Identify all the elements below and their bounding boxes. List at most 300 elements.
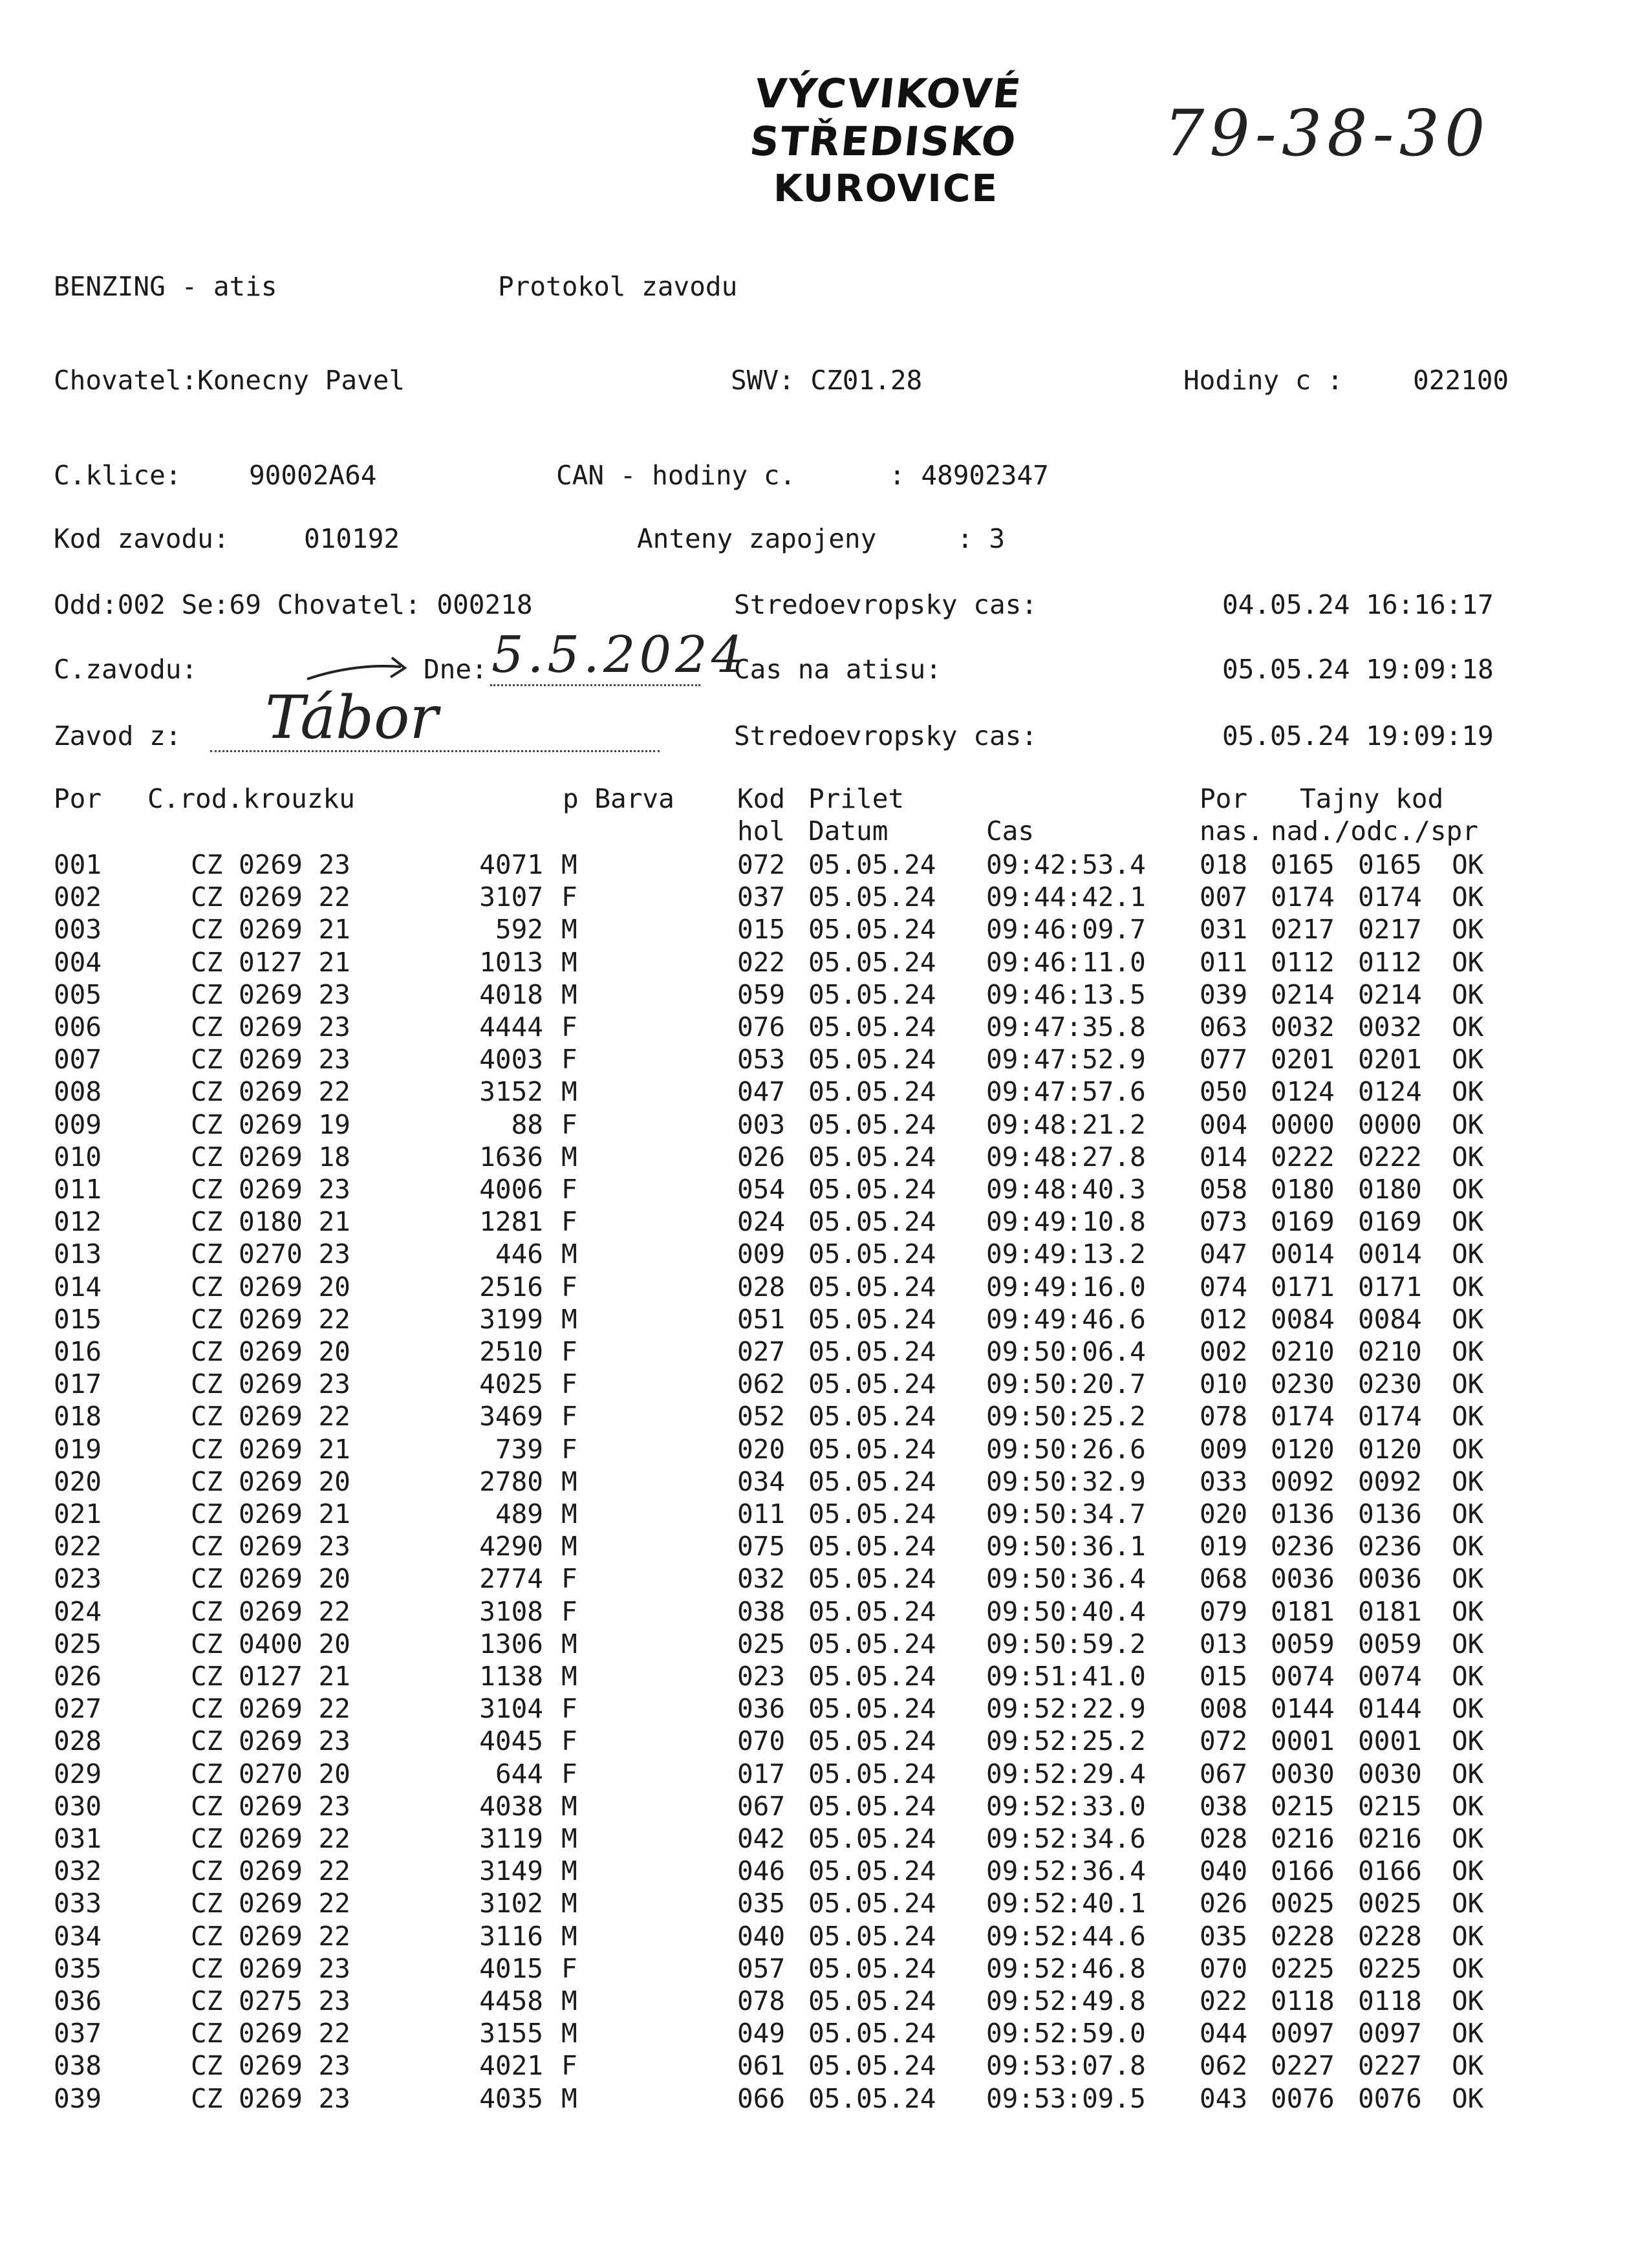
cell-time: 09:42:53.4	[986, 849, 1146, 880]
cell-code1: 0032	[1271, 1011, 1335, 1042]
cell-status: OK	[1452, 1920, 1484, 1952]
cell-date: 05.05.24	[808, 1888, 936, 1919]
cell-time: 09:46:11.0	[986, 946, 1146, 978]
race-from-underline	[210, 750, 660, 752]
cell-kod: 042	[737, 1823, 786, 1854]
cell-number: 2780	[479, 1465, 543, 1497]
cell-time: 09:50:06.4	[986, 1336, 1146, 1367]
cell-code2: 0227	[1358, 2050, 1422, 2082]
table-row	[0, 1173, 1649, 1205]
cell-por: 024	[54, 1595, 102, 1627]
cell-code2: 0097	[1358, 2018, 1422, 2049]
cell-pos: 033	[1200, 1465, 1248, 1497]
cell-code1: 0214	[1271, 978, 1335, 1010]
cell-number: 446	[495, 1238, 543, 1270]
cell-number: 3102	[479, 1888, 543, 1919]
cell-number: 4290	[479, 1531, 543, 1562]
cell-ring: CZ 0269 22	[191, 1855, 350, 1887]
cell-status: OK	[1452, 1174, 1484, 1205]
cell-number: 1013	[479, 946, 543, 978]
cell-por: 017	[54, 1368, 102, 1400]
table-row	[0, 1758, 1649, 1790]
cell-code2: 0169	[1358, 1206, 1422, 1238]
cell-pos: 077	[1200, 1044, 1248, 1075]
antennas-value: : 3	[957, 523, 1006, 554]
cell-pos: 062	[1200, 2050, 1248, 2082]
table-row	[0, 1335, 1649, 1368]
cell-date: 05.05.24	[808, 1433, 936, 1465]
cell-code2: 0014	[1358, 1238, 1422, 1270]
cell-time: 09:51:41.0	[986, 1661, 1146, 1692]
cell-por: 025	[54, 1628, 102, 1659]
cell-time: 09:52:29.4	[986, 1758, 1146, 1789]
cell-kod: 046	[737, 1855, 786, 1887]
cell-sex: M	[561, 1498, 577, 1529]
col-header-cas: Cas	[986, 815, 1035, 847]
cell-time: 09:49:13.2	[986, 1238, 1146, 1270]
cell-time: 09:50:36.1	[986, 1531, 1146, 1562]
cell-date: 05.05.24	[808, 1011, 936, 1042]
cell-date: 05.05.24	[808, 1693, 936, 1725]
cell-number: 4071	[479, 849, 543, 880]
col-header-sex-colour: p Barva	[563, 783, 674, 814]
cell-code2: 0032	[1358, 1011, 1422, 1042]
atis-time-label: Cas na atisu:	[734, 654, 942, 685]
table-row	[0, 1725, 1649, 1757]
protocol-title: Protokol zavodu	[498, 271, 738, 302]
cell-sex: F	[561, 881, 577, 913]
cell-code2: 0025	[1358, 1888, 1422, 1919]
cell-pos: 050	[1200, 1076, 1248, 1108]
cell-sex: M	[561, 1531, 577, 1562]
col-header-por: Por	[54, 783, 102, 814]
cell-date: 05.05.24	[808, 1531, 936, 1562]
cell-number: 4015	[479, 1952, 543, 1984]
cell-ring: CZ 0270 23	[191, 1238, 350, 1270]
cell-status: OK	[1452, 1823, 1484, 1854]
cell-code1: 0076	[1271, 2082, 1335, 2114]
cell-pos: 002	[1200, 1336, 1248, 1367]
col-header-por-nas: Por	[1200, 783, 1248, 814]
cell-kod: 051	[737, 1303, 786, 1335]
cell-code1: 0228	[1271, 1920, 1335, 1952]
cell-time: 09:52:49.8	[986, 1985, 1146, 2016]
cell-number: 3119	[479, 1823, 543, 1854]
table-row	[0, 1985, 1649, 2017]
cell-kod: 047	[737, 1076, 786, 1108]
cell-ring: CZ 0269 22	[191, 1303, 350, 1335]
table-row	[0, 1498, 1649, 1530]
cell-status: OK	[1452, 849, 1484, 880]
cell-por: 026	[54, 1661, 102, 1692]
cell-ring: CZ 0269 22	[191, 2018, 350, 2049]
cell-code2: 0222	[1358, 1141, 1422, 1172]
cell-date: 05.05.24	[808, 2018, 936, 2049]
cell-sex: M	[561, 2018, 577, 2049]
cell-time: 09:53:09.5	[986, 2082, 1146, 2114]
table-row	[0, 1400, 1649, 1432]
cell-code1: 0222	[1271, 1141, 1335, 1172]
cell-por: 030	[54, 1790, 102, 1822]
cell-ring: CZ 0269 20	[191, 1271, 350, 1302]
cell-pos: 015	[1200, 1661, 1248, 1692]
cell-ring: CZ 0269 23	[191, 1044, 350, 1075]
table-row	[0, 1205, 1649, 1238]
cell-por: 039	[54, 2082, 102, 2114]
cell-time: 09:46:09.7	[986, 914, 1146, 945]
cell-por: 007	[54, 1044, 102, 1075]
cell-sex: M	[561, 1823, 577, 1854]
cell-number: 88	[511, 1108, 543, 1140]
cell-code2: 0228	[1358, 1920, 1422, 1952]
col-header-ring: C.rod.krouzku	[147, 783, 355, 814]
cell-code1: 0180	[1271, 1174, 1335, 1205]
cell-pos: 022	[1200, 1985, 1248, 2016]
cell-kod: 034	[737, 1465, 786, 1497]
table-row	[0, 848, 1649, 881]
cell-ring: CZ 0269 23	[191, 1368, 350, 1400]
cell-status: OK	[1452, 1985, 1484, 2016]
cell-number: 1636	[479, 1141, 543, 1172]
cell-ring: CZ 0269 22	[191, 1693, 350, 1725]
table-row	[0, 978, 1649, 1011]
cell-code2: 0210	[1358, 1336, 1422, 1367]
cell-code2: 0181	[1358, 1595, 1422, 1627]
cell-por: 029	[54, 1758, 102, 1789]
cell-code1: 0165	[1271, 849, 1335, 880]
cell-ring: CZ 0269 22	[191, 1823, 350, 1854]
cell-time: 09:52:22.9	[986, 1693, 1146, 1725]
cell-por: 037	[54, 2018, 102, 2049]
cell-sex: F	[561, 2050, 577, 2082]
cell-time: 09:48:21.2	[986, 1108, 1146, 1140]
cell-date: 05.05.24	[808, 1725, 936, 1757]
cell-date: 05.05.24	[808, 914, 936, 945]
cell-code2: 0171	[1358, 1271, 1422, 1302]
cell-number: 3104	[479, 1693, 543, 1725]
cell-date: 05.05.24	[808, 1238, 936, 1270]
race-code-label: Kod zavodu:	[54, 523, 230, 554]
cell-sex: F	[561, 1044, 577, 1075]
cell-status: OK	[1452, 1693, 1484, 1725]
cell-ring: CZ 0269 23	[191, 1725, 350, 1757]
cell-ring: CZ 0269 23	[191, 1790, 350, 1822]
cell-number: 1138	[479, 1661, 543, 1692]
cell-code1: 0169	[1271, 1206, 1335, 1238]
cell-date: 05.05.24	[808, 1758, 936, 1789]
cell-code2: 0059	[1358, 1628, 1422, 1659]
cell-code1: 0001	[1271, 1725, 1335, 1757]
cell-pos: 068	[1200, 1563, 1248, 1595]
cell-sex: F	[561, 1368, 577, 1400]
cell-status: OK	[1452, 1108, 1484, 1140]
cell-kod: 070	[737, 1725, 786, 1757]
cell-code2: 0174	[1358, 1401, 1422, 1432]
cell-kod: 009	[737, 1238, 786, 1270]
cell-number: 739	[495, 1433, 543, 1465]
cell-date: 05.05.24	[808, 1952, 936, 1984]
cell-ring: CZ 0269 22	[191, 1595, 350, 1627]
cell-status: OK	[1452, 978, 1484, 1010]
table-row	[0, 1141, 1649, 1173]
cell-kod: 049	[737, 2018, 786, 2049]
cell-kod: 003	[737, 1108, 786, 1140]
cell-number: 3107	[479, 881, 543, 913]
clock-label: Hodiny c :	[1183, 365, 1343, 396]
cell-por: 021	[54, 1498, 102, 1529]
table-row	[0, 1822, 1649, 1855]
cell-sex: F	[561, 1174, 577, 1205]
cell-ring: CZ 0269 22	[191, 1076, 350, 1108]
cell-code2: 0174	[1358, 881, 1422, 913]
cell-ring: CZ 0400 20	[191, 1628, 350, 1659]
cell-code2: 0136	[1358, 1498, 1422, 1529]
cell-ring: CZ 0269 19	[191, 1108, 350, 1140]
cell-date: 05.05.24	[808, 1368, 936, 1400]
cell-pos: 020	[1200, 1498, 1248, 1529]
cell-sex: F	[561, 1563, 577, 1595]
cell-pos: 010	[1200, 1368, 1248, 1400]
cell-status: OK	[1452, 1433, 1484, 1465]
cell-pos: 040	[1200, 1855, 1248, 1887]
can-label: CAN - hodiny c.	[556, 460, 796, 491]
cell-por: 018	[54, 1401, 102, 1432]
cell-kod: 020	[737, 1433, 786, 1465]
cell-date: 05.05.24	[808, 881, 936, 913]
cell-status: OK	[1452, 1336, 1484, 1367]
col-header-prilet: Prilet	[808, 783, 905, 814]
cell-ring: CZ 0269 21	[191, 1433, 350, 1465]
cell-sex: F	[561, 1595, 577, 1627]
cell-kod: 037	[737, 881, 786, 913]
cell-ring: CZ 0269 22	[191, 1888, 350, 1919]
cell-kod: 061	[737, 2050, 786, 2082]
cell-sex: F	[561, 1433, 577, 1465]
cell-ring: CZ 0180 21	[191, 1206, 350, 1238]
cell-code2: 0225	[1358, 1952, 1422, 1984]
stamp-line-2: KUROVICE	[773, 166, 999, 210]
cell-kod: 028	[737, 1271, 786, 1302]
cell-number: 4038	[479, 1790, 543, 1822]
cell-status: OK	[1452, 1141, 1484, 1172]
table-row	[0, 1433, 1649, 1465]
cell-code2: 0074	[1358, 1661, 1422, 1692]
cell-pos: 044	[1200, 2018, 1248, 2049]
cell-sex: F	[561, 1336, 577, 1367]
cell-code2: 0120	[1358, 1433, 1422, 1465]
key-value: 90002A64	[249, 460, 377, 491]
cell-code2: 0112	[1358, 946, 1422, 978]
cell-code1: 0025	[1271, 1888, 1335, 1919]
cell-status: OK	[1452, 2018, 1484, 2049]
cell-code2: 0118	[1358, 1985, 1422, 2016]
cell-code2: 0214	[1358, 978, 1422, 1010]
cell-pos: 014	[1200, 1141, 1248, 1172]
cell-por: 023	[54, 1563, 102, 1595]
cell-code1: 0216	[1271, 1823, 1335, 1854]
cell-sex: M	[561, 1238, 577, 1270]
cell-number: 4018	[479, 978, 543, 1010]
cell-number: 1281	[479, 1206, 543, 1238]
table-row	[0, 1303, 1649, 1335]
cell-status: OK	[1452, 1888, 1484, 1919]
cell-code2: 0124	[1358, 1076, 1422, 1108]
cell-pos: 039	[1200, 978, 1248, 1010]
cell-time: 09:52:46.8	[986, 1952, 1146, 1984]
cell-por: 009	[54, 1108, 102, 1140]
cell-ring: CZ 0269 22	[191, 881, 350, 913]
cell-date: 05.05.24	[808, 1108, 936, 1140]
table-row	[0, 1562, 1649, 1595]
cell-kod: 026	[737, 1141, 786, 1172]
cell-code2: 0000	[1358, 1108, 1422, 1140]
cell-date: 05.05.24	[808, 2050, 936, 2082]
swv-version: SWV: CZ01.28	[731, 365, 923, 396]
cell-kod: 036	[737, 1693, 786, 1725]
cell-pos: 028	[1200, 1823, 1248, 1854]
cell-code1: 0014	[1271, 1238, 1335, 1270]
table-row	[0, 1011, 1649, 1043]
cell-code1: 0217	[1271, 914, 1335, 945]
cell-kod: 032	[737, 1563, 786, 1595]
date-handwritten: 5.5.2024	[491, 626, 748, 684]
cell-kod: 075	[737, 1531, 786, 1562]
cell-date: 05.05.24	[808, 1920, 936, 1952]
cell-por: 008	[54, 1076, 102, 1108]
cell-ring: CZ 0269 21	[191, 1498, 350, 1529]
cell-code1: 0230	[1271, 1368, 1335, 1400]
cell-number: 2516	[479, 1271, 543, 1302]
cell-ring: CZ 0269 23	[191, 1952, 350, 1984]
cell-por: 033	[54, 1888, 102, 1919]
cell-pos: 072	[1200, 1725, 1248, 1757]
date-underline	[490, 684, 700, 686]
cell-date: 05.05.24	[808, 849, 936, 880]
cell-pos: 004	[1200, 1108, 1248, 1140]
cell-por: 005	[54, 978, 102, 1010]
cell-time: 09:47:35.8	[986, 1011, 1146, 1042]
cell-pos: 019	[1200, 1531, 1248, 1562]
race-from-handwritten: Tábor	[265, 683, 438, 752]
cell-por: 004	[54, 946, 102, 978]
cell-number: 4035	[479, 2082, 543, 2114]
table-row	[0, 1628, 1649, 1660]
organization-stamp	[660, 70, 1112, 211]
cell-por: 014	[54, 1271, 102, 1302]
cell-code1: 0120	[1271, 1433, 1335, 1465]
cell-kod: 057	[737, 1952, 786, 1984]
cell-pos: 035	[1200, 1920, 1248, 1952]
cell-status: OK	[1452, 1628, 1484, 1659]
cell-date: 05.05.24	[808, 1206, 936, 1238]
cell-code1: 0215	[1271, 1790, 1335, 1822]
table-row	[0, 2017, 1649, 2049]
cell-time: 09:52:33.0	[986, 1790, 1146, 1822]
cell-time: 09:52:34.6	[986, 1823, 1146, 1854]
cell-status: OK	[1452, 1238, 1484, 1270]
cell-ring: CZ 0269 18	[191, 1141, 350, 1172]
cell-time: 09:52:59.0	[986, 2018, 1146, 2049]
cell-ring: CZ 0127 21	[191, 1661, 350, 1692]
cell-number: 2510	[479, 1336, 543, 1367]
cell-ring: CZ 0269 23	[191, 978, 350, 1010]
cell-status: OK	[1452, 1465, 1484, 1497]
cell-date: 05.05.24	[808, 1303, 936, 1335]
race-code-value: 010192	[304, 523, 400, 554]
cell-pos: 058	[1200, 1174, 1248, 1205]
cell-sex: F	[561, 1271, 577, 1302]
cell-por: 015	[54, 1303, 102, 1335]
cell-code2: 0166	[1358, 1855, 1422, 1887]
system-name: BENZING - atis	[54, 271, 277, 302]
cell-kod: 054	[737, 1174, 786, 1205]
cell-date: 05.05.24	[808, 1498, 936, 1529]
cell-status: OK	[1452, 881, 1484, 913]
cell-por: 010	[54, 1141, 102, 1172]
cell-code2: 0217	[1358, 914, 1422, 945]
cet-label-2: Stredoevropsky cas:	[734, 720, 1037, 751]
race-number-label: C.zavodu:	[54, 654, 198, 685]
cell-time: 09:50:25.2	[986, 1401, 1146, 1432]
cell-sex: M	[561, 1985, 577, 2016]
cell-pos: 067	[1200, 1758, 1248, 1789]
cell-por: 035	[54, 1952, 102, 1984]
cell-sex: F	[561, 1108, 577, 1140]
cell-time: 09:49:16.0	[986, 1271, 1146, 1302]
cell-por: 031	[54, 1823, 102, 1854]
col-header-secret-code: Tajny kod	[1300, 783, 1444, 814]
cell-pos: 043	[1200, 2082, 1248, 2114]
cell-date: 05.05.24	[808, 1628, 936, 1659]
cell-number: 3155	[479, 2018, 543, 2049]
cell-time: 09:48:27.8	[986, 1141, 1146, 1172]
cell-status: OK	[1452, 1303, 1484, 1335]
cell-date: 05.05.24	[808, 1790, 936, 1822]
cell-sex: M	[561, 1303, 577, 1335]
table-row	[0, 1790, 1649, 1822]
cell-sex: M	[561, 914, 577, 945]
table-row	[0, 1660, 1649, 1692]
cell-date: 05.05.24	[808, 1595, 936, 1627]
antennas-label: Anteny zapojeny	[637, 523, 877, 554]
cell-time: 09:52:44.6	[986, 1920, 1146, 1952]
cell-sex: F	[561, 1758, 577, 1789]
cell-time: 09:52:36.4	[986, 1855, 1146, 1887]
cell-sex: M	[561, 2082, 577, 2114]
cet-value-2: 05.05.24 19:09:19	[1222, 720, 1494, 751]
cell-pos: 031	[1200, 914, 1248, 945]
cell-sex: M	[561, 1790, 577, 1822]
cell-kod: 040	[737, 1920, 786, 1952]
cell-time: 09:52:40.1	[986, 1888, 1146, 1919]
cell-sex: M	[561, 1628, 577, 1659]
cell-sex: F	[561, 1206, 577, 1238]
table-row	[0, 1075, 1649, 1108]
cell-time: 09:49:10.8	[986, 1206, 1146, 1238]
cell-sex: M	[561, 1076, 577, 1108]
cell-time: 09:50:20.7	[986, 1368, 1146, 1400]
cell-code1: 0092	[1271, 1465, 1335, 1497]
cell-number: 2774	[479, 1563, 543, 1595]
table-row	[0, 946, 1649, 978]
cell-ring: CZ 0269 23	[191, 1531, 350, 1562]
cell-sex: M	[561, 1888, 577, 1919]
cell-time: 09:53:07.8	[986, 2050, 1146, 2082]
table-row	[0, 1595, 1649, 1628]
can-value: : 48902347	[889, 460, 1049, 491]
cell-code2: 0144	[1358, 1693, 1422, 1725]
cet-value-1: 04.05.24 16:16:17	[1222, 589, 1494, 620]
